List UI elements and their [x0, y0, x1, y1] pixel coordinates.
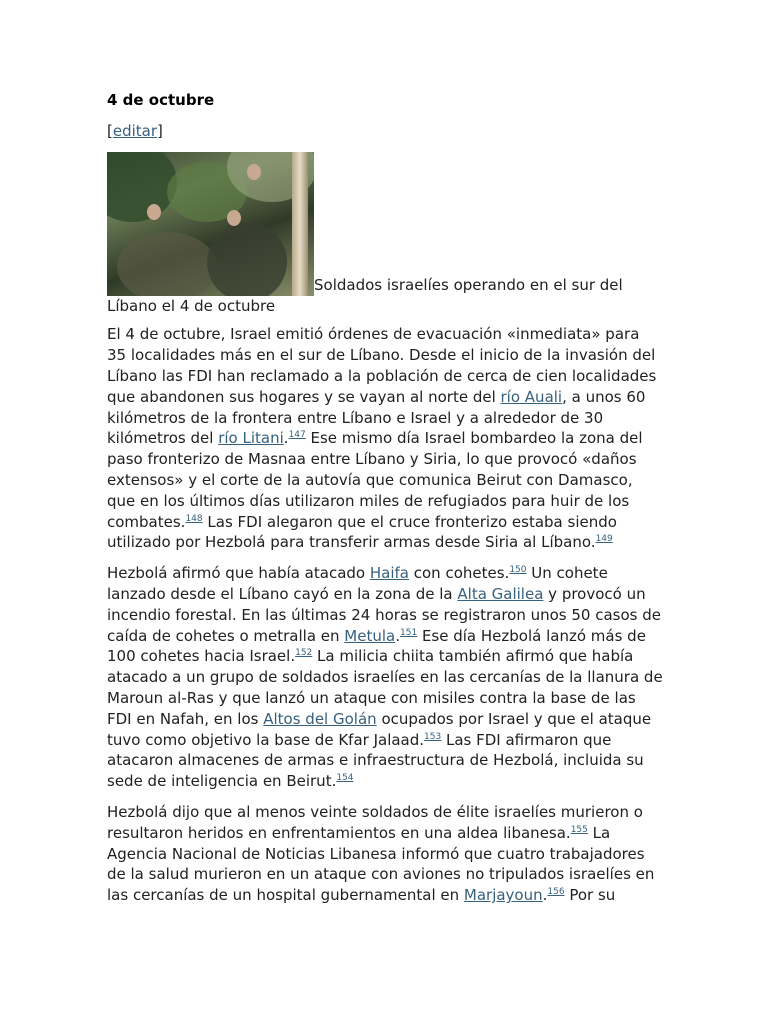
text: con cohetes.: [408, 564, 510, 583]
paragraph-1: [107, 324, 663, 553]
reference-154: [336, 773, 353, 783]
article-content: [107, 90, 663, 916]
text: Un cohete lanzado desde el Líbano cayó en la zona de la: [107, 564, 608, 603]
edit-link[interactable]: editar: [112, 121, 158, 140]
section-heading: 4 de octubre: [107, 91, 215, 109]
reference-link[interactable]: 155: [570, 824, 588, 835]
paragraph-3: [107, 802, 663, 906]
text: Por su: [564, 886, 616, 905]
link-metula[interactable]: Metula: [344, 626, 396, 645]
reference-link[interactable]: 154: [336, 773, 354, 784]
link-rio-litani[interactable]: río Litani: [218, 429, 284, 448]
reference-156: [547, 887, 564, 897]
reference-link[interactable]: 148: [185, 513, 203, 524]
reference-link[interactable]: 152: [295, 648, 313, 659]
soldiers-photo[interactable]: [107, 152, 314, 296]
reference-148: [185, 514, 202, 524]
reference-link[interactable]: 149: [595, 534, 613, 545]
reference-152: [295, 648, 312, 658]
link-altos-del-golan[interactable]: Altos del Golán: [263, 709, 377, 728]
reference-153: [424, 732, 441, 742]
reference-149: [596, 534, 613, 544]
reference-link[interactable]: 150: [509, 565, 527, 576]
reference-link[interactable]: 151: [400, 627, 418, 638]
link-haifa[interactable]: Haifa: [369, 564, 409, 583]
reference-155: [571, 825, 588, 835]
edit-section: [107, 121, 663, 142]
text: .: [283, 429, 289, 448]
text: y provocó un incendio forestal. En las últimas 24 horas se registraron unos 50 casos de caída de cohetes o metralla en: [107, 584, 661, 645]
text: La Agencia Nacional de Noticias Libanesa informó que cuatro trabajadores de la salud murieron en un ataque con aviones no tripulados israelíes en las cercanías de un hospital gubernamental en: [107, 823, 655, 905]
figure: [107, 152, 663, 317]
reference-link[interactable]: 147: [288, 430, 306, 441]
text: , a unos 60 kilómetros de la frontera entre Líbano e Israel y a alrededor de 30 kilómetros del: [107, 387, 646, 448]
text: Las FDI alegaron que el cruce fronterizo estaba siendo utilizado por Hezbolá para transferir armas desde Siria al Líbano.: [107, 512, 617, 552]
text: Las FDI afirmaron que atacaron almacenes de armas e infraestructura de Hezbolá, incluida su sede de inteligencia en Beirut.: [107, 730, 644, 791]
text: Hezbolá dijo que al menos veinte soldados de élite israelíes murieron o resultaron heridos en enfrentamientos en una aldea libanesa.: [107, 802, 643, 842]
text: Ese día Hezbolá lanzó más de 100 cohetes hacia Israel.: [107, 626, 646, 666]
text: El 4 de octubre, Israel emitió órdenes de evacuación «inmediata» para 35 localidades más en el sur de Líbano. Desde el inicio de la invasión del Líbano las FDI han reclamado a la población de cerca de cien localidades que abandonen sus hogares y se vayan al norte del: [107, 325, 657, 406]
paragraph-2: [107, 563, 663, 792]
text: .: [542, 886, 548, 905]
reference-147: [289, 430, 306, 440]
reference-150: [509, 565, 526, 575]
text: ocupados por Israel y que el ataque tuvo como objetivo la base de Kfar Jalaad.: [107, 709, 652, 749]
link-marjayoun[interactable]: Marjayoun: [463, 886, 543, 905]
link-alta-galilea[interactable]: Alta Galilea: [457, 584, 544, 603]
link-rio-auali[interactable]: río Auali: [500, 387, 563, 406]
edit-bracket-open: [: [107, 121, 113, 140]
text: .: [395, 626, 400, 645]
reference-link[interactable]: 153: [424, 731, 442, 742]
edit-bracket-close: ]: [157, 121, 163, 140]
text: Ese mismo día Israel bombardeo la zona del paso fronterizo de Masnaa entre Líbano y Siria, lo que provocó «daños extensos» y el corte de la autovía que comunica Beirut con Damasco, que en los últimos días utilizaron miles de refugiados para huir de los combates.: [107, 429, 643, 531]
reference-151: [400, 628, 417, 638]
text: Hezbolá afirmó que había atacado: [107, 564, 370, 583]
reference-link[interactable]: 156: [547, 887, 565, 898]
text: La milicia chiita también afirmó que había atacado a un grupo de soldados israelíes en las cercanías de la llanura de Maroun al-Ras y que lanzó un ataque con misiles contra la base de las FDI en Nafah, en los: [107, 647, 663, 728]
figure-caption: Soldados israelíes operando en el sur del Líbano el 4 de octubre: [107, 275, 623, 315]
